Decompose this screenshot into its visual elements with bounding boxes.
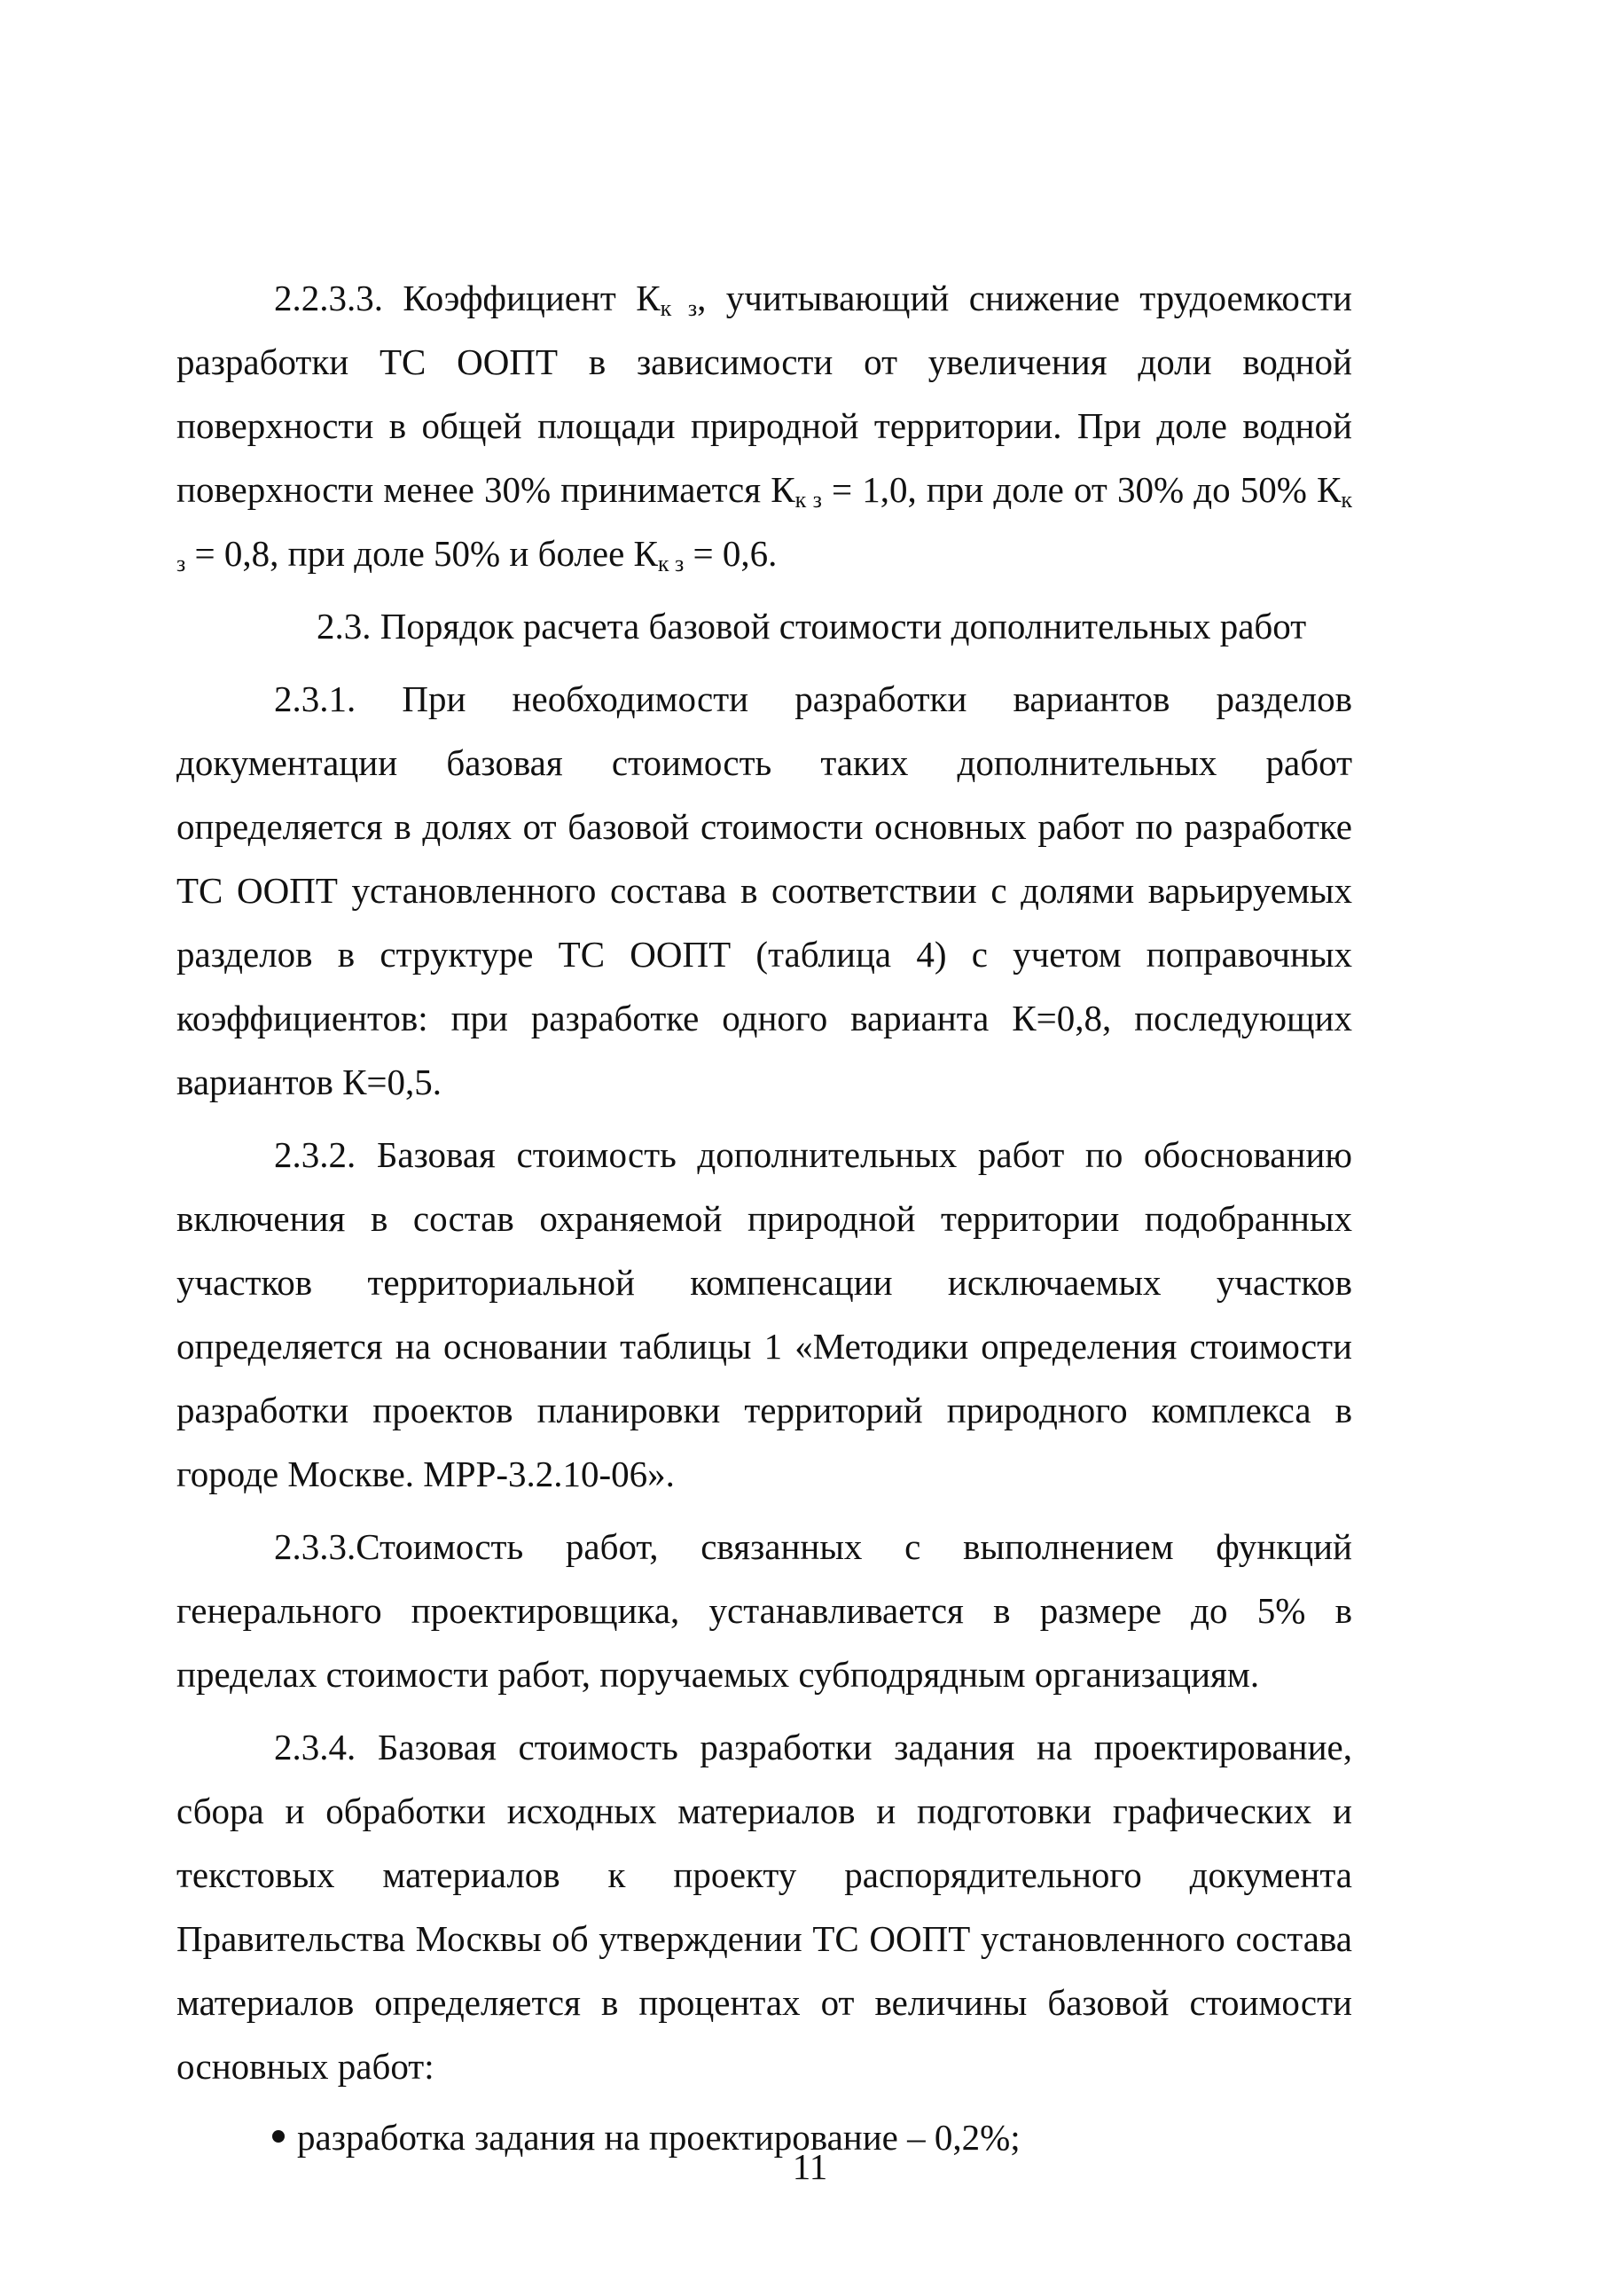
subscript: к з: [657, 551, 685, 576]
document-body: [176, 266, 1352, 2169]
paragraph-text: = 0,8, при доле 50% и более К: [185, 533, 658, 574]
paragraph-text: = 0,6.: [684, 533, 778, 574]
bullet-icon: [272, 2130, 285, 2143]
paragraph-2-2-3-3: [176, 266, 1352, 585]
paragraph-text: = 1,0, при доле от 30% до 50% К: [821, 469, 1342, 510]
subscript: к з: [176, 487, 1352, 576]
page-number: 11: [792, 2146, 828, 2187]
paragraph-text: 2.2.3.3. Коэффициент К: [274, 278, 661, 318]
paragraph-2-3-3: 2.3.3.Стоимость работ, связанных с выполнением функций генерального проектировщика, устанавливается в размере до 5% в пределах стоимости работ, поручаемых субподрядным организациям.: [176, 1526, 1352, 1695]
subscript: к з: [660, 295, 698, 321]
subscript: к з: [794, 487, 822, 513]
paragraph-2-3-4: 2.3.4. Базовая стоимость разработки задания на проектирование, сбора и обработки исходных материалов и подготовки графических и текстовых материалов к проекту распорядительного документа Правительства Москвы об утверждении ТС ООПТ установленного состава материалов определяется в процентах от величины базовой стоимости основных работ:: [176, 1727, 1352, 2087]
paragraph-2-3-2: 2.3.2. Базовая стоимость дополнительных работ по обоснованию включения в состав охраняемой природной территории подобранных участков территориальной компенсации исключаемых участков определяется на основании таблицы 1 «Методики определения стоимости разработки проектов планировки территорий природного комплекса в городе Москве. МРР-3.2.10-06».: [176, 1134, 1352, 1494]
bullet-text: разработка задания на проектирование – 0,2%;: [297, 2117, 1021, 2158]
paragraph-2-3-1: 2.3.1. При необходимости разработки вариантов разделов документации базовая стоимость таких дополнительных работ определяется в долях от базовой стоимости основных работ по разработке ТС ООПТ установленного состава в соответствии с долями варьируемых разделов в структуре ТС ООПТ (таблица 4) с учетом поправочных коэффициентов: при разработке одного варианта К=0,8, последующих вариантов К=0,5.: [176, 678, 1352, 1102]
section-heading-2-3: 2.3. Порядок расчета базовой стоимости дополнительных работ: [317, 606, 1307, 646]
paragraph-text: , учитывающий снижение трудоемкости разработки ТС ООПТ в зависимости от увеличения доли водной поверхности в общей площади природной территории. При доле водной поверхности менее 30% принимается К: [176, 278, 1353, 510]
